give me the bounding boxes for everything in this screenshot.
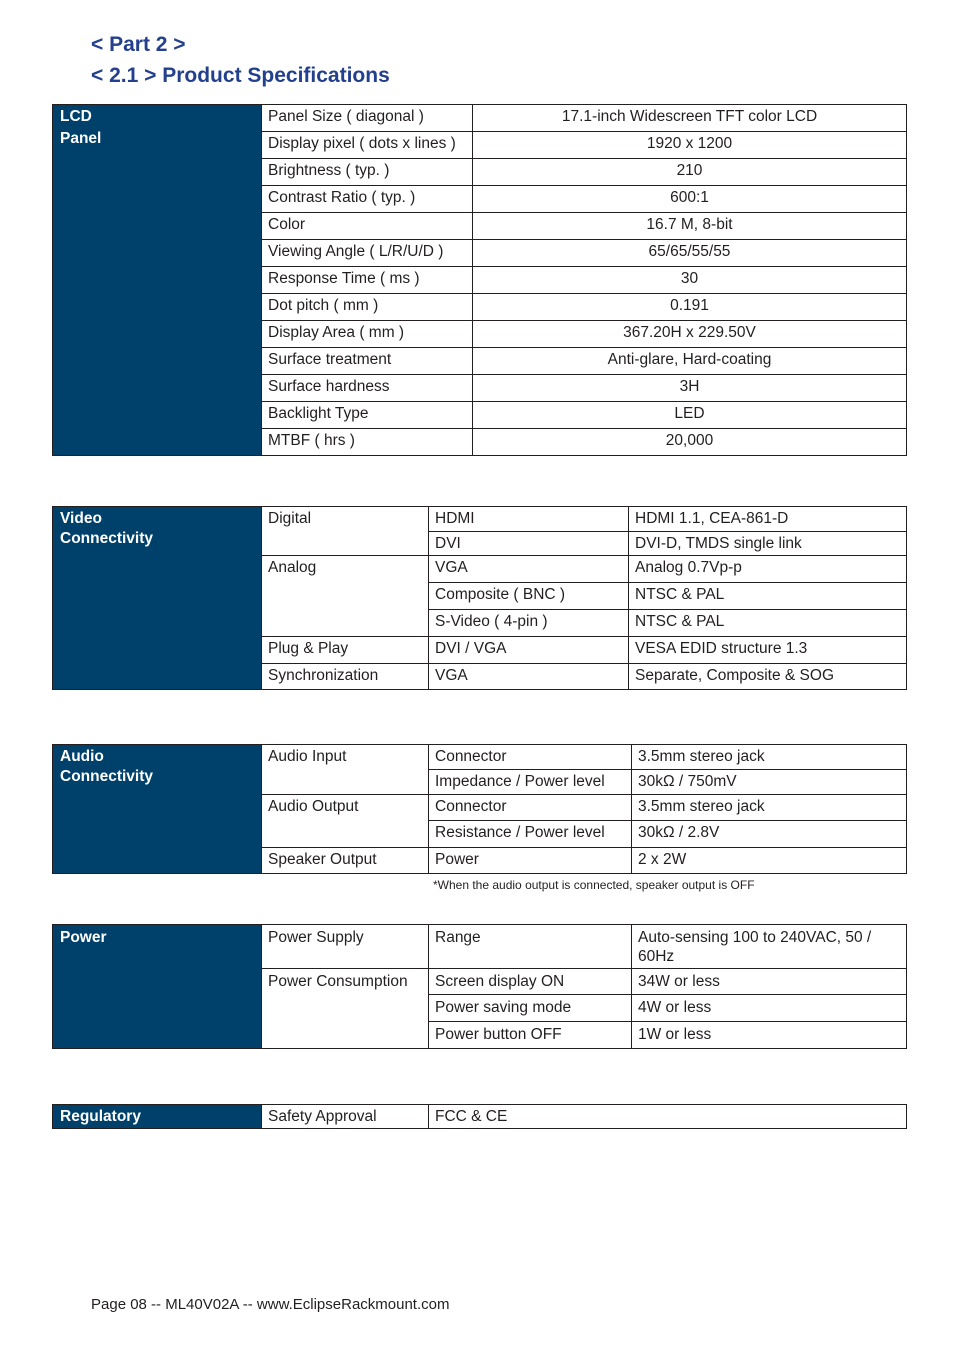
lcd-panel-table: [52, 104, 907, 456]
audio-footnote: *When the audio output is connected, speaker output is OFF: [433, 878, 755, 892]
spec-item: Screen display ON: [429, 969, 632, 995]
spec-value: 210: [473, 159, 907, 186]
group-digital: Digital: [262, 507, 429, 556]
spec-value: 600:1: [473, 186, 907, 213]
group-plug-play: Plug & Play: [262, 637, 429, 664]
spec-value: 3.5mm stereo jack: [632, 745, 907, 770]
part-heading: < Part 2 >: [91, 33, 186, 56]
spec-value: 3H: [473, 375, 907, 402]
spec-item: Power: [429, 848, 632, 874]
regulatory-category: Regulatory: [53, 1105, 262, 1129]
spec-value: 4W or less: [632, 995, 907, 1022]
spec-item: VGA: [429, 556, 629, 583]
spec-value: Anti-glare, Hard-coating: [473, 348, 907, 375]
spec-item: Composite ( BNC ): [429, 583, 629, 610]
spec-value: 17.1-inch Widescreen TFT color LCD: [473, 105, 907, 132]
audio-connectivity-table: [52, 744, 907, 874]
spec-value: 30kΩ / 2.8V: [632, 821, 907, 848]
spec-value: 30kΩ / 750mV: [632, 770, 907, 795]
spec-label: Display Area ( mm ): [262, 321, 473, 348]
group-audio-input: Audio Input: [262, 745, 429, 795]
section-heading: < 2.1 > Product Specifications: [91, 64, 390, 87]
spec-value: 3.5mm stereo jack: [632, 795, 907, 821]
spec-value: 20,000: [473, 429, 907, 456]
group-speaker-output: Speaker Output: [262, 848, 429, 874]
spec-value: FCC & CE: [429, 1105, 907, 1129]
spec-label: Panel Size ( diagonal ): [262, 105, 473, 132]
spec-label: Color: [262, 213, 473, 240]
spec-label: Response Time ( ms ): [262, 267, 473, 294]
table-row: [53, 925, 907, 969]
lcd-category: LCD Panel: [53, 105, 262, 456]
group-synchronization: Synchronization: [262, 664, 429, 690]
spec-value: 367.20H x 229.50V: [473, 321, 907, 348]
spec-item: Power button OFF: [429, 1022, 632, 1049]
spec-label: Viewing Angle ( L/R/U/D ): [262, 240, 473, 267]
spec-label: Backlight Type: [262, 402, 473, 429]
spec-item: Connector: [429, 745, 632, 770]
spec-item: Impedance / Power level: [429, 770, 632, 795]
spec-value: NTSC & PAL: [629, 583, 907, 610]
spec-item: Range: [429, 925, 632, 969]
spec-label: Surface treatment: [262, 348, 473, 375]
spec-value: 30: [473, 267, 907, 294]
spec-label: Contrast Ratio ( typ. ): [262, 186, 473, 213]
spec-label: Brightness ( typ. ): [262, 159, 473, 186]
audio-category: Audio Connectivity: [53, 745, 262, 874]
table-row: [53, 745, 907, 770]
spec-value: 1W or less: [632, 1022, 907, 1049]
spec-value: 34W or less: [632, 969, 907, 995]
power-table: [52, 924, 907, 1049]
spec-item: Power saving mode: [429, 995, 632, 1022]
spec-item: VGA: [429, 664, 629, 690]
spec-value: LED: [473, 402, 907, 429]
table-row: [53, 105, 907, 132]
spec-value: Analog 0.7Vp-p: [629, 556, 907, 583]
spec-item: S-Video ( 4-pin ): [429, 610, 629, 637]
spec-value: HDMI 1.1, CEA-861-D: [629, 507, 907, 532]
spec-label: Dot pitch ( mm ): [262, 294, 473, 321]
spec-value: Separate, Composite & SOG: [629, 664, 907, 690]
spec-value: DVI-D, TMDS single link: [629, 532, 907, 556]
video-connectivity-table: [52, 506, 907, 690]
spec-item: DVI / VGA: [429, 637, 629, 664]
spec-label: Surface hardness: [262, 375, 473, 402]
spec-value: 16.7 M, 8-bit: [473, 213, 907, 240]
spec-value: 1920 x 1200: [473, 132, 907, 159]
spec-item: Resistance / Power level: [429, 821, 632, 848]
spec-value: 0.191: [473, 294, 907, 321]
group-analog: Analog: [262, 556, 429, 637]
group-power-supply: Power Supply: [262, 925, 429, 969]
spec-value: Auto-sensing 100 to 240VAC, 50 / 60Hz: [632, 925, 907, 969]
spec-item: DVI: [429, 532, 629, 556]
spec-value: 2 x 2W: [632, 848, 907, 874]
spec-value: NTSC & PAL: [629, 610, 907, 637]
spec-value: VESA EDID structure 1.3: [629, 637, 907, 664]
group-power-consumption: Power Consumption: [262, 969, 429, 1049]
spec-item: Connector: [429, 795, 632, 821]
page-footer: Page 08 -- ML40V02A -- www.EclipseRackmount.com: [91, 1296, 450, 1313]
spec-item: HDMI: [429, 507, 629, 532]
spec-label: MTBF ( hrs ): [262, 429, 473, 456]
spec-label: Safety Approval: [262, 1105, 429, 1129]
table-row: [53, 1105, 907, 1129]
spec-label: Display pixel ( dots x lines ): [262, 132, 473, 159]
group-audio-output: Audio Output: [262, 795, 429, 848]
spec-value: 65/65/55/55: [473, 240, 907, 267]
power-category: Power: [53, 925, 262, 1049]
table-row: [53, 507, 907, 532]
video-category: Video Connectivity: [53, 507, 262, 690]
regulatory-table: [52, 1104, 907, 1129]
